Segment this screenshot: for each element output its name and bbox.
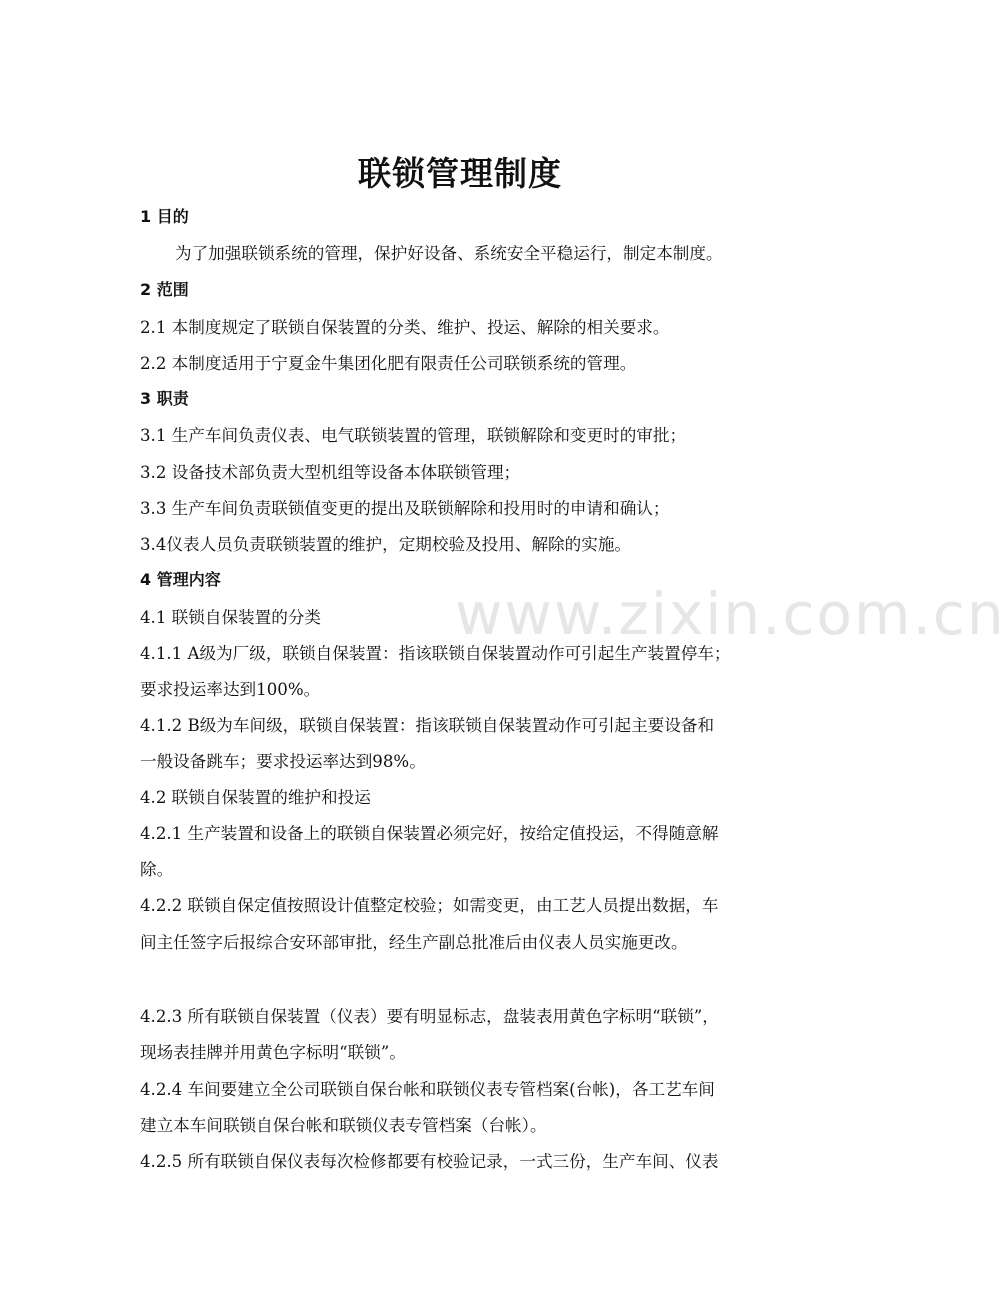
paragraph-line: 间主任签字后报综合安环部审批，经生产副总批准后由仪表人员实施更改。: [140, 933, 688, 952]
paragraph-line: 3.4仪表人员负责联锁装置的维护，定期校验及投用、解除的实施。: [140, 535, 632, 554]
paragraph-line: 现场表挂牌并用黄色字标明“联锁”。: [140, 1043, 406, 1062]
paragraph-line: 为了加强联锁系统的管理，保护好设备、系统安全平稳运行，制定本制度。: [175, 244, 723, 263]
paragraph-line: 4.1 联锁自保装置的分类: [140, 608, 322, 627]
page-title: 联锁管理制度: [358, 154, 562, 193]
paragraph-line: 3.1 生产车间负责仪表、电气联锁装置的管理，联锁解除和变更时的审批；: [140, 426, 687, 445]
paragraph-line: 3.2 设备技术部负责大型机组等设备本体联锁管理；: [140, 463, 521, 482]
paragraph-line: 建立本车间联锁自保台帐和联锁仪表专管档案（台帐）。: [140, 1116, 547, 1135]
paragraph-line: 4.2 联锁自保装置的维护和投运: [140, 788, 371, 807]
watermark: www.zixin.com.cn: [455, 580, 1006, 648]
section-heading: 1 目的: [140, 207, 189, 226]
section-heading: 4 管理内容: [140, 570, 221, 589]
paragraph-line: 2.1 本制度规定了联锁自保装置的分类、维护、投运、解除的相关要求。: [140, 318, 670, 337]
paragraph-line: 4.2.4 车间要建立全公司联锁自保台帐和联锁仪表专管档案(台帐)，各工艺车间: [140, 1080, 715, 1099]
paragraph-line: 除。: [140, 860, 174, 879]
paragraph-line: 4.2.2 联锁自保定值按照设计值整定校验；如需变更，由工艺人员提出数据，车: [140, 896, 719, 915]
paragraph-line: 4.2.5 所有联锁自保仪表每次检修都要有校验记录，一式三份，生产车间、仪表: [140, 1152, 719, 1171]
paragraph-line: 一般设备跳车；要求投运率达到98%。: [140, 752, 426, 771]
section-heading: 2 范围: [140, 280, 189, 299]
paragraph-line: 3.3 生产车间负责联锁值变更的提出及联锁解除和投用时的申请和确认；: [140, 499, 670, 518]
paragraph-line: 4.1.1 A级为厂级，联锁自保装置：指该联锁自保装置动作可引起生产装置停车；: [140, 644, 731, 663]
section-heading: 3 职责: [140, 389, 189, 408]
paragraph-line: 4.1.2 B级为车间级，联锁自保装置：指该联锁自保装置动作可引起主要设备和: [140, 716, 715, 735]
paragraph-line: 4.2.3 所有联锁自保装置（仪表）要有明显标志，盘装表用黄色字标明“联锁”，: [140, 1007, 719, 1026]
paragraph-line: 2.2 本制度适用于宁夏金牛集团化肥有限责任公司联锁系统的管理。: [140, 354, 637, 373]
paragraph-line: 4.2.1 生产装置和设备上的联锁自保装置必须完好，按给定值投运，不得随意解: [140, 824, 719, 843]
paragraph-line: 要求投运率达到100%。: [140, 680, 321, 699]
